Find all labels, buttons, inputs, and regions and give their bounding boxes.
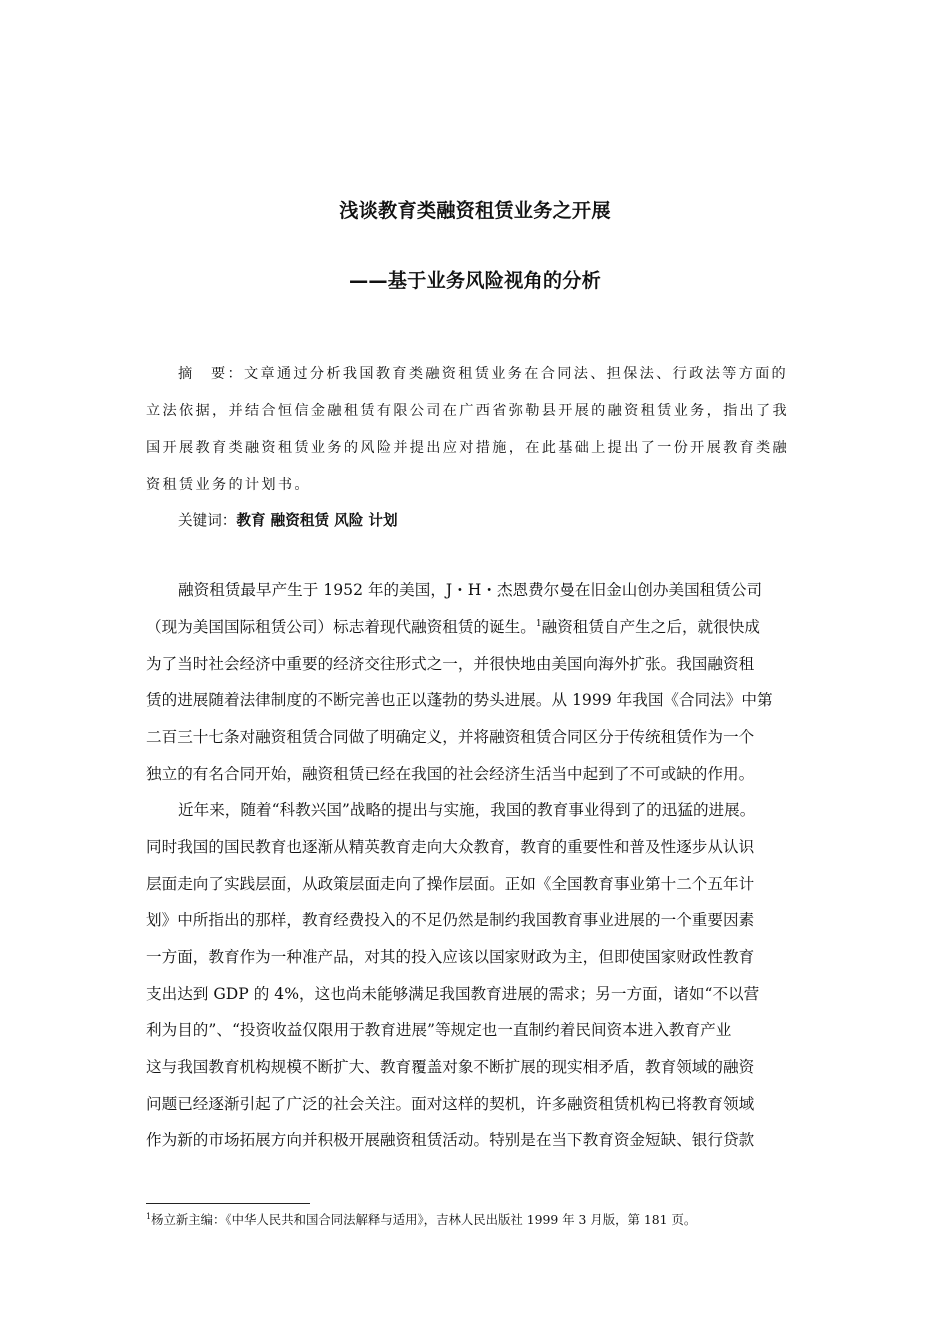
abstract-line-4: 资租赁业务的计划书。: [146, 477, 311, 493]
keywords-label: 关键词：: [178, 512, 237, 529]
keywords: [178, 510, 398, 531]
body-line-3: 为了当时社会经济中重要的经济交往形式之一，并很快地由美国向海外扩张。我国融资租: [146, 655, 755, 673]
body-line-7: 近年来，随着“科教兴国”战略的提出与实施，我国的教育事业得到了的迅猛的进展。: [178, 801, 756, 819]
body-line-16: 作为新的市场拓展方向并积极开展融资租赁活动。特别是在当下教育资金短缺、银行贷款: [146, 1131, 755, 1149]
footnote: [146, 1212, 696, 1228]
body-line-5: 二百三十七条对融资租赁合同做了明确定义，并将融资租赁合同区分于传统租赁作为一个: [146, 728, 755, 746]
body-line-8: 同时我国的国民教育也逐渐从精英教育走向大众教育，教育的重要性和普及性逐步从认识: [146, 838, 755, 856]
footnote-reference: 1: [535, 618, 542, 629]
body-line-1: 融资租赁最早产生于 1952 年的美国，J・H・杰恩费尔曼在旧金山创办美国租赁公司: [178, 581, 763, 599]
keywords-value: 教育 融资租赁 风险 计划: [236, 512, 398, 529]
body-line-6: 独立的有名合同开始，融资租赁已经在我国的社会经济生活当中起到了不可或缺的作用。: [146, 765, 755, 783]
body-line-12: 支出达到 GDP 的 4%，这也尚未能够满足我国教育进展的需求；另一方面，诸如“不以营: [146, 985, 760, 1003]
body-line-11: 一方面，教育作为一种准产品，对其的投入应该以国家财政为主，但即使国家财政性教育: [146, 948, 755, 966]
abstract-text: 文章通过分析我国教育类融资租赁业务在合同法、担保法、行政法等方面的: [243, 366, 789, 382]
body-line-9: 层面走向了实践层面，从政策层面走向了操作层面。正如《全国教育事业第十二个五年计: [146, 875, 755, 893]
body-line-2: [146, 617, 760, 637]
abstract-line-1: [178, 364, 788, 384]
body-line-4: 赁的进展随着法律制度的不断完善也正以蓬勃的势头进展。从 1999 年我国《合同法》中第: [146, 691, 773, 709]
body-line-10: 划》中所指出的那样，教育经费投入的不足仍然是制约我国教育事业进展的一个重要因素: [146, 911, 755, 929]
document-title: 浅谈教育类融资租赁业务之开展: [339, 199, 611, 222]
abstract-label: 摘 要：: [178, 366, 244, 382]
abstract-line-3: 国开展教育类融资租赁业务的风险并提出应对措施，在此基础上提出了一份开展教育类融: [146, 440, 790, 456]
body-line-14: 这与我国教育机构规模不断扩大、教育覆盖对象不断扩展的现实相矛盾，教育领域的融资: [146, 1058, 755, 1076]
body-line-2-text: （现为美国国际租赁公司）标志着现代融资租赁的诞生。: [146, 618, 536, 636]
footnote-mark: 1: [146, 1211, 152, 1221]
body-line-2-continuation: 融资租赁自产生之后，就很快成: [541, 618, 760, 636]
footnote-separator: [146, 1203, 310, 1204]
abstract-line-2: 立法依据，并结合恒信金融租赁有限公司在广西省弥勒县开展的融资租赁业务，指出了我: [146, 403, 790, 419]
body-line-15: 问题已经逐渐引起了广泛的社会关注。面对这样的契机，许多融资租赁机构已将教育领域: [146, 1095, 755, 1113]
document-subtitle: ——基于业务风险视角的分析: [348, 269, 602, 292]
body-line-13: 利为目的”、“投资收益仅限用于教育进展”等规定也一直制约着民间资本进入教育产业: [146, 1021, 732, 1039]
footnote-text: 杨立新主编：《中华人民共和国合同法解释与适用》，吉林人民出版社 1999 年 3 月版，第 181 页。: [151, 1212, 697, 1227]
